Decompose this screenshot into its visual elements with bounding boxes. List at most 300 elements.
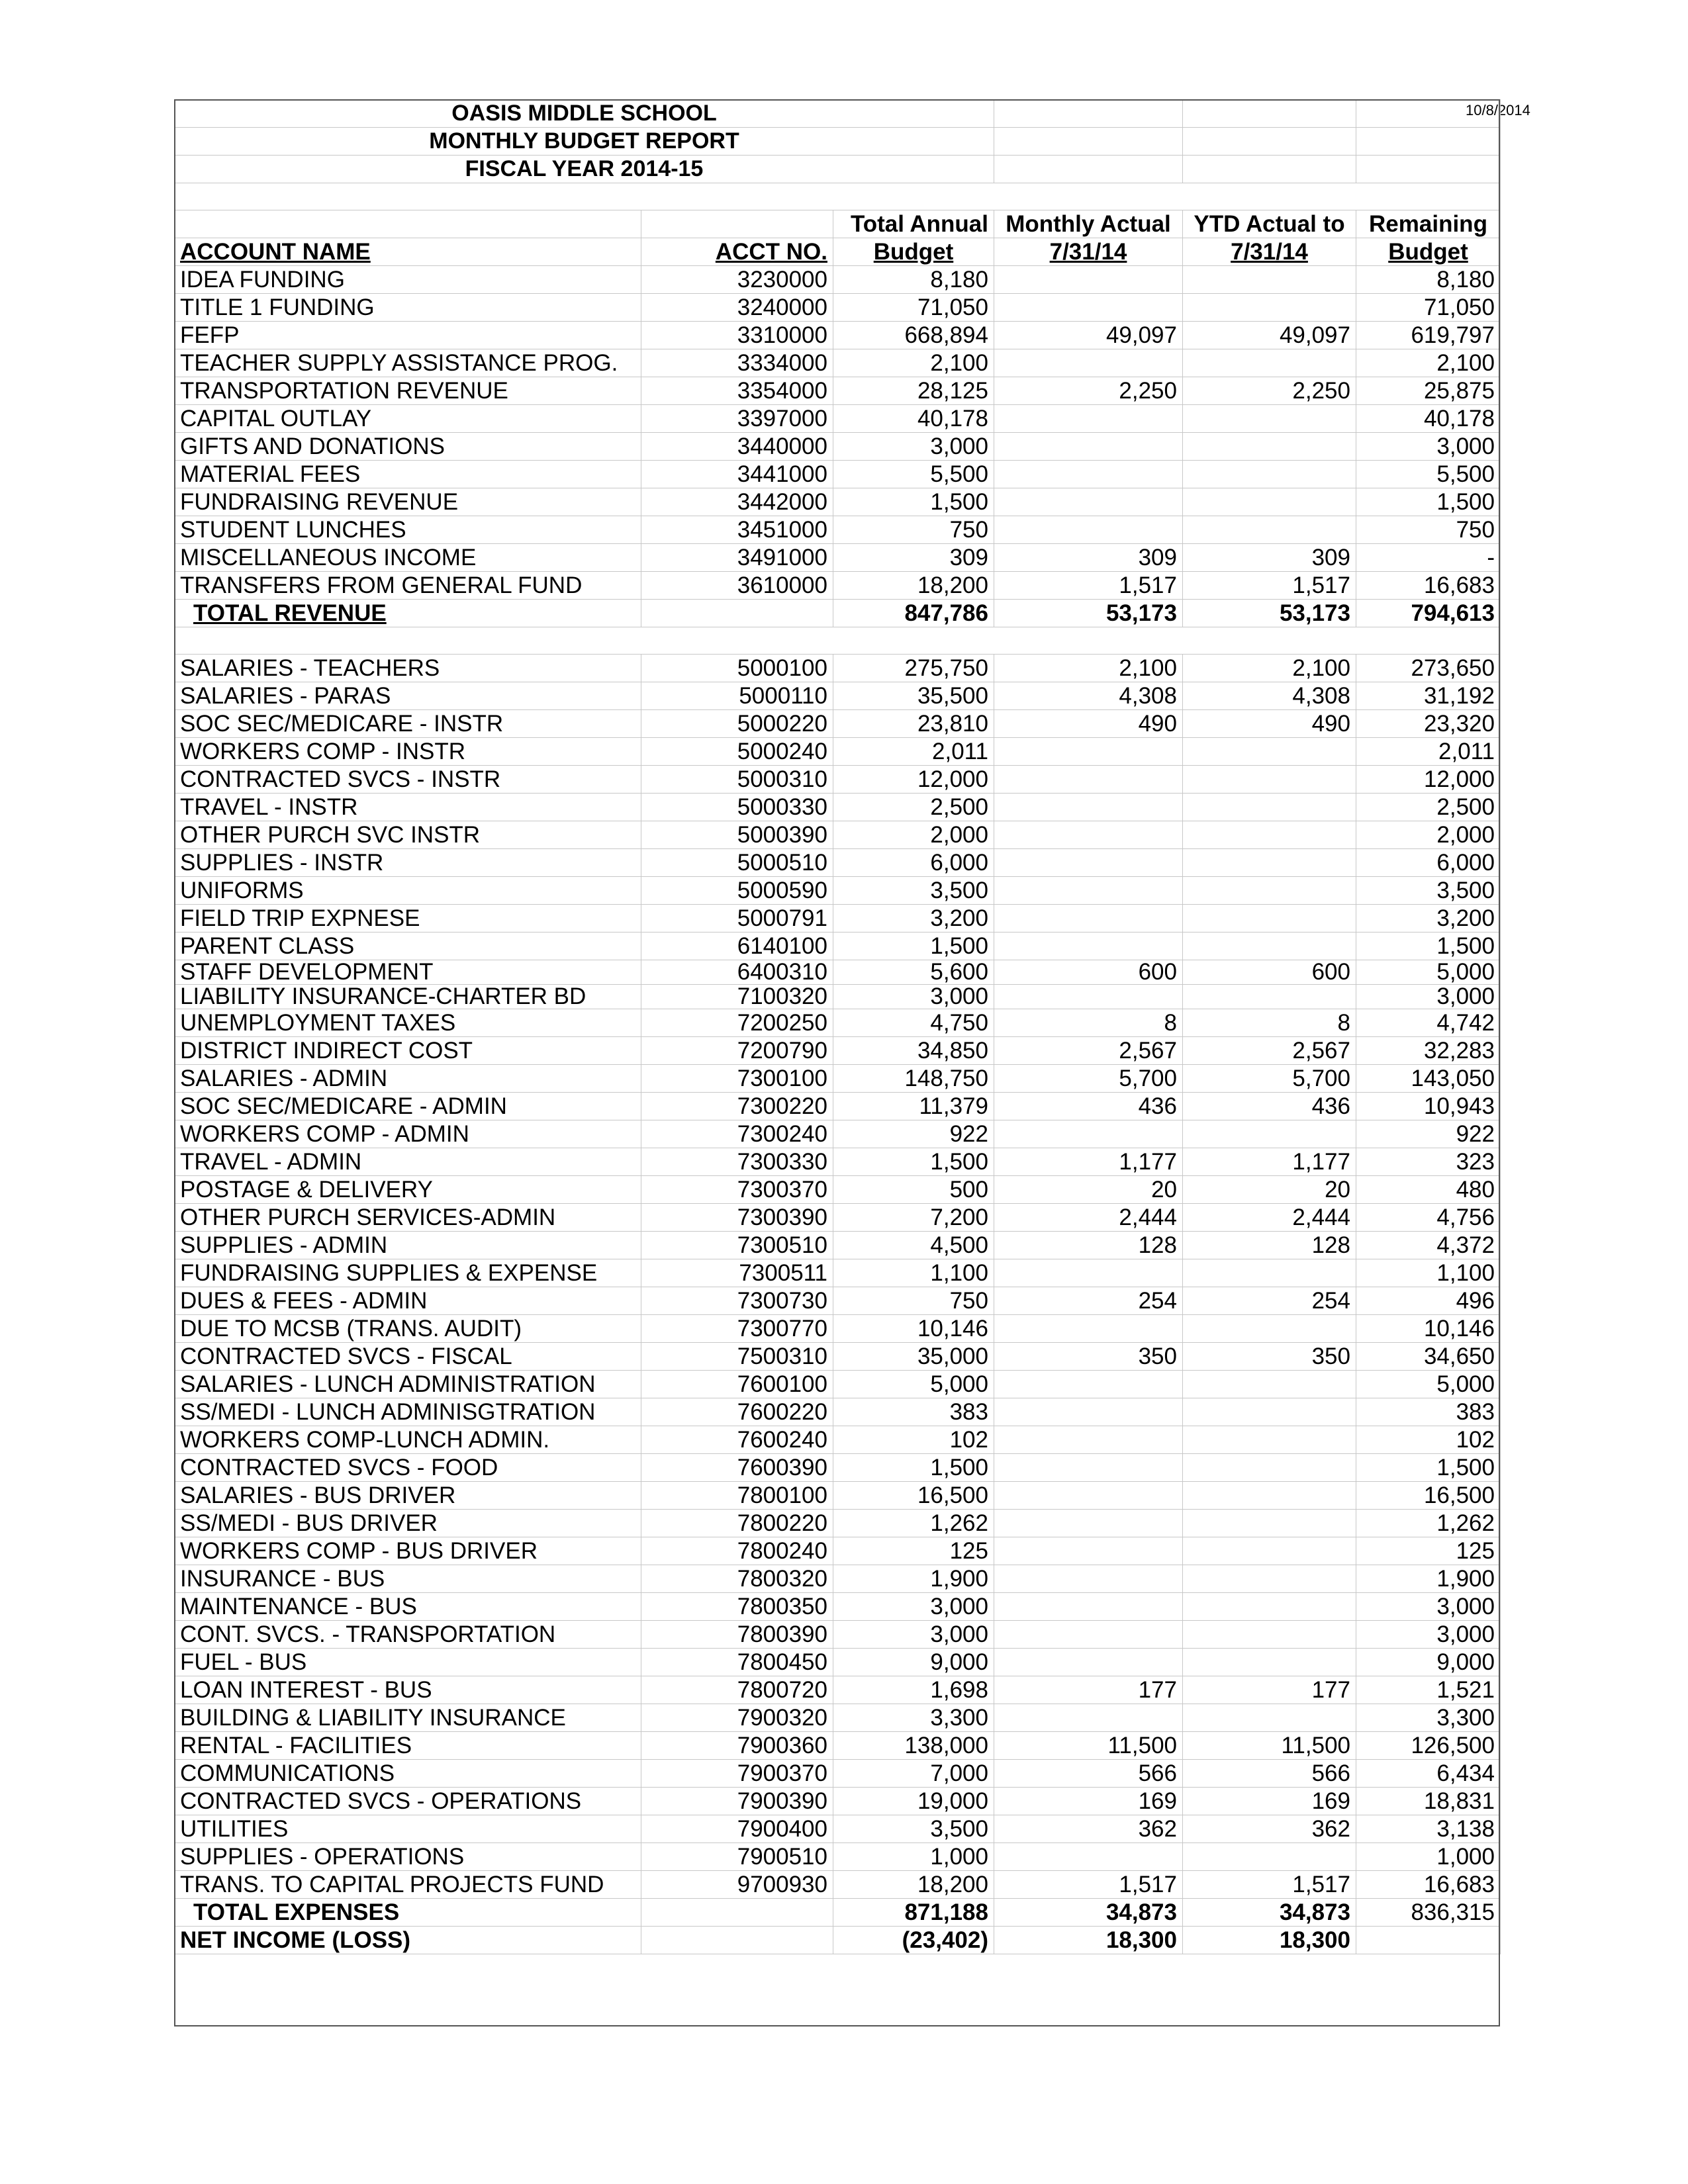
account-name: POSTAGE & DELIVERY bbox=[175, 1176, 641, 1204]
account-name: WORKERS COMP - INSTR bbox=[175, 738, 641, 766]
monthly-actual: 350 bbox=[994, 1343, 1183, 1371]
monthly-actual bbox=[994, 985, 1183, 1009]
remaining-budget: 1,900 bbox=[1356, 1565, 1501, 1593]
account-name: CONTRACTED SVCS - FOOD bbox=[175, 1454, 641, 1482]
ytd-actual bbox=[1183, 1426, 1356, 1454]
acct-no: 7200250 bbox=[641, 1009, 833, 1037]
monthly-actual: 309 bbox=[994, 544, 1183, 572]
account-name: DUES & FEES - ADMIN bbox=[175, 1287, 641, 1315]
expense-row bbox=[175, 738, 1501, 766]
account-name: SALARIES - BUS DRIVER bbox=[175, 1482, 641, 1510]
ytd-actual: 49,097 bbox=[1183, 322, 1356, 349]
remaining-budget: 3,000 bbox=[1356, 1593, 1501, 1621]
total-annual-budget: 6,000 bbox=[833, 849, 994, 877]
expense-row bbox=[175, 1009, 1501, 1037]
remaining-budget: 32,283 bbox=[1356, 1037, 1501, 1065]
account-name: SUPPLIES - INSTR bbox=[175, 849, 641, 877]
account-name: TITLE 1 FUNDING bbox=[175, 294, 641, 322]
total-annual-budget: 40,178 bbox=[833, 405, 994, 433]
remaining-budget: 40,178 bbox=[1356, 405, 1501, 433]
ytd-actual bbox=[1183, 294, 1356, 322]
acct-no: 7800350 bbox=[641, 1593, 833, 1621]
remaining-budget: 71,050 bbox=[1356, 294, 1501, 322]
expense-row bbox=[175, 1343, 1501, 1371]
ytd-actual: 8 bbox=[1183, 1009, 1356, 1037]
acct-no: 3451000 bbox=[641, 516, 833, 544]
school-name: OASIS MIDDLE SCHOOL bbox=[175, 100, 994, 128]
remaining-budget: 2,000 bbox=[1356, 821, 1501, 849]
remaining-budget: 16,683 bbox=[1356, 572, 1501, 600]
monthly-actual: 436 bbox=[994, 1093, 1183, 1120]
ytd-actual bbox=[1183, 1843, 1356, 1871]
total-annual-budget: 9,000 bbox=[833, 1649, 994, 1676]
account-name: TRANSFERS FROM GENERAL FUND bbox=[175, 572, 641, 600]
remaining-budget: 6,434 bbox=[1356, 1760, 1501, 1788]
report-date: 10/8/2014 bbox=[1466, 102, 1530, 118]
remaining-budget: 126,500 bbox=[1356, 1732, 1501, 1760]
expense-row bbox=[175, 1565, 1501, 1593]
acct-no: 3397000 bbox=[641, 405, 833, 433]
account-name: WORKERS COMP - ADMIN bbox=[175, 1120, 641, 1148]
account-name: TRANS. TO CAPITAL PROJECTS FUND bbox=[175, 1871, 641, 1899]
ytd-actual: 4,308 bbox=[1183, 682, 1356, 710]
remaining-budget: 480 bbox=[1356, 1176, 1501, 1204]
monthly-actual: 5,700 bbox=[994, 1065, 1183, 1093]
ytd-actual: 2,444 bbox=[1183, 1204, 1356, 1232]
remaining-budget: 5,000 bbox=[1356, 1371, 1501, 1398]
monthly-actual bbox=[994, 1843, 1183, 1871]
total-annual-budget: 12,000 bbox=[833, 766, 994, 794]
ytd-actual bbox=[1183, 1649, 1356, 1676]
acct-no: 7900510 bbox=[641, 1843, 833, 1871]
remaining-budget: 125 bbox=[1356, 1537, 1501, 1565]
monthly-actual bbox=[994, 1398, 1183, 1426]
remaining-budget: 9,000 bbox=[1356, 1649, 1501, 1676]
total-revenue-row bbox=[175, 600, 1501, 627]
remaining-budget: 5,000 bbox=[1356, 960, 1501, 985]
title-row-3 bbox=[175, 156, 1501, 183]
remaining-budget: 34,650 bbox=[1356, 1343, 1501, 1371]
expense-row bbox=[175, 1593, 1501, 1621]
total-annual-budget: 1,500 bbox=[833, 933, 994, 960]
ytd-actual bbox=[1183, 1537, 1356, 1565]
account-name: SUPPLIES - OPERATIONS bbox=[175, 1843, 641, 1871]
monthly-actual: 20 bbox=[994, 1176, 1183, 1204]
expense-row bbox=[175, 1510, 1501, 1537]
ytd-actual bbox=[1183, 1120, 1356, 1148]
total-annual-budget: 5,500 bbox=[833, 461, 994, 488]
expense-row bbox=[175, 1704, 1501, 1732]
ytd-actual bbox=[1183, 488, 1356, 516]
acct-no: 3354000 bbox=[641, 377, 833, 405]
acct-no: 5000510 bbox=[641, 849, 833, 877]
account-name: SS/MEDI - LUNCH ADMINISGTRATION bbox=[175, 1398, 641, 1426]
monthly-actual: 49,097 bbox=[994, 322, 1183, 349]
account-name: SUPPLIES - ADMIN bbox=[175, 1232, 641, 1259]
monthly-actual: 566 bbox=[994, 1760, 1183, 1788]
account-name: SALARIES - PARAS bbox=[175, 682, 641, 710]
revenue-row bbox=[175, 405, 1501, 433]
monthly-actual: 53,173 bbox=[994, 600, 1183, 627]
monthly-actual bbox=[994, 877, 1183, 905]
monthly-actual: 34,873 bbox=[994, 1899, 1183, 1927]
monthly-actual: 177 bbox=[994, 1676, 1183, 1704]
monthly-actual: 8 bbox=[994, 1009, 1183, 1037]
account-name: FEFP bbox=[175, 322, 641, 349]
acct-no: 7600100 bbox=[641, 1371, 833, 1398]
monthly-actual bbox=[994, 1371, 1183, 1398]
remaining-budget: 12,000 bbox=[1356, 766, 1501, 794]
ytd-actual bbox=[1183, 1259, 1356, 1287]
total-annual-budget: 750 bbox=[833, 1287, 994, 1315]
ytd-actual bbox=[1183, 405, 1356, 433]
expense-row bbox=[175, 1843, 1501, 1871]
acct-no: 7900320 bbox=[641, 1704, 833, 1732]
revenue-row bbox=[175, 461, 1501, 488]
remaining-budget: 10,943 bbox=[1356, 1093, 1501, 1120]
acct-no: 7800450 bbox=[641, 1649, 833, 1676]
ytd-actual: 362 bbox=[1183, 1815, 1356, 1843]
ytd-actual bbox=[1183, 1482, 1356, 1510]
account-name: CONTRACTED SVCS - OPERATIONS bbox=[175, 1788, 641, 1815]
ytd-actual: 490 bbox=[1183, 710, 1356, 738]
monthly-actual bbox=[994, 933, 1183, 960]
remaining-budget: 143,050 bbox=[1356, 1065, 1501, 1093]
ytd-actual bbox=[1183, 766, 1356, 794]
revenue-row bbox=[175, 544, 1501, 572]
expense-row bbox=[175, 1065, 1501, 1093]
account-name: LIABILITY INSURANCE-CHARTER BD bbox=[175, 985, 641, 1009]
expense-row bbox=[175, 1232, 1501, 1259]
monthly-actual bbox=[994, 1565, 1183, 1593]
expense-row bbox=[175, 794, 1501, 821]
ytd-actual: 2,100 bbox=[1183, 655, 1356, 682]
revenue-row bbox=[175, 433, 1501, 461]
total-annual-budget: 309 bbox=[833, 544, 994, 572]
account-name: SALARIES - TEACHERS bbox=[175, 655, 641, 682]
remaining-budget: 31,192 bbox=[1356, 682, 1501, 710]
account-name: MAINTENANCE - BUS bbox=[175, 1593, 641, 1621]
account-name: OTHER PURCH SERVICES-ADMIN bbox=[175, 1204, 641, 1232]
ytd-actual: 1,177 bbox=[1183, 1148, 1356, 1176]
account-name: SOC SEC/MEDICARE - ADMIN bbox=[175, 1093, 641, 1120]
expense-row bbox=[175, 1732, 1501, 1760]
account-name: FUNDRAISING REVENUE bbox=[175, 488, 641, 516]
remaining-budget: 794,613 bbox=[1356, 600, 1501, 627]
account-name: GIFTS AND DONATIONS bbox=[175, 433, 641, 461]
total-annual-budget: 871,188 bbox=[833, 1899, 994, 1927]
ytd-actual bbox=[1183, 433, 1356, 461]
total-annual-budget: 2,500 bbox=[833, 794, 994, 821]
remaining-budget: 1,000 bbox=[1356, 1843, 1501, 1871]
acct-no: 7300100 bbox=[641, 1065, 833, 1093]
expense-row bbox=[175, 1426, 1501, 1454]
monthly-actual: 11,500 bbox=[994, 1732, 1183, 1760]
account-name: TOTAL REVENUE bbox=[175, 600, 641, 627]
account-name: WORKERS COMP-LUNCH ADMIN. bbox=[175, 1426, 641, 1454]
expense-row bbox=[175, 1176, 1501, 1204]
total-annual-budget: 18,200 bbox=[833, 572, 994, 600]
expense-row bbox=[175, 1259, 1501, 1287]
acct-no: 7300220 bbox=[641, 1093, 833, 1120]
total-annual-budget: 4,500 bbox=[833, 1232, 994, 1259]
expense-row bbox=[175, 1454, 1501, 1482]
ytd-actual bbox=[1183, 1593, 1356, 1621]
total-annual-budget: 7,000 bbox=[833, 1760, 994, 1788]
acct-no: 5000330 bbox=[641, 794, 833, 821]
account-name: WORKERS COMP - BUS DRIVER bbox=[175, 1537, 641, 1565]
account-name: DISTRICT INDIRECT COST bbox=[175, 1037, 641, 1065]
total-annual-budget: 1,100 bbox=[833, 1259, 994, 1287]
title-row-2 bbox=[175, 128, 1501, 156]
remaining-budget: 4,372 bbox=[1356, 1232, 1501, 1259]
monthly-actual: 254 bbox=[994, 1287, 1183, 1315]
monthly-actual bbox=[994, 1120, 1183, 1148]
monthly-actual bbox=[994, 405, 1183, 433]
remaining-budget: 3,138 bbox=[1356, 1815, 1501, 1843]
total-annual-budget: 3,200 bbox=[833, 905, 994, 933]
expense-row bbox=[175, 1871, 1501, 1899]
total-annual-budget: 3,300 bbox=[833, 1704, 994, 1732]
acct-no: 6400310 bbox=[641, 960, 833, 985]
monthly-actual: 128 bbox=[994, 1232, 1183, 1259]
revenue-row bbox=[175, 266, 1501, 294]
acct-no: 7600220 bbox=[641, 1398, 833, 1426]
ytd-actual: 128 bbox=[1183, 1232, 1356, 1259]
total-annual-budget: 10,146 bbox=[833, 1315, 994, 1343]
ytd-actual bbox=[1183, 1371, 1356, 1398]
remaining-budget: 3,000 bbox=[1356, 985, 1501, 1009]
account-name: NET INCOME (LOSS) bbox=[175, 1927, 641, 1954]
total-annual-budget: 3,500 bbox=[833, 877, 994, 905]
monthly-actual bbox=[994, 1704, 1183, 1732]
acct-no: 3440000 bbox=[641, 433, 833, 461]
acct-no: 3230000 bbox=[641, 266, 833, 294]
acct-no: 3240000 bbox=[641, 294, 833, 322]
acct-no: 3310000 bbox=[641, 322, 833, 349]
monthly-actual: 362 bbox=[994, 1815, 1183, 1843]
revenue-row bbox=[175, 516, 1501, 544]
ytd-actual bbox=[1183, 1565, 1356, 1593]
acct-no: 5000240 bbox=[641, 738, 833, 766]
monthly-actual: 2,444 bbox=[994, 1204, 1183, 1232]
account-name: UNIFORMS bbox=[175, 877, 641, 905]
remaining-budget: 3,000 bbox=[1356, 433, 1501, 461]
total-annual-budget: 3,000 bbox=[833, 1593, 994, 1621]
expense-row bbox=[175, 905, 1501, 933]
total-annual-budget: 35,500 bbox=[833, 682, 994, 710]
account-name: SALARIES - LUNCH ADMINISTRATION bbox=[175, 1371, 641, 1398]
ytd-actual: 34,873 bbox=[1183, 1899, 1356, 1927]
account-name: OTHER PURCH SVC INSTR bbox=[175, 821, 641, 849]
expense-row bbox=[175, 1537, 1501, 1565]
expense-row bbox=[175, 1815, 1501, 1843]
total-annual-budget: 3,000 bbox=[833, 1621, 994, 1649]
acct-no: 7200790 bbox=[641, 1037, 833, 1065]
total-annual-budget: 148,750 bbox=[833, 1065, 994, 1093]
total-annual-budget: 275,750 bbox=[833, 655, 994, 682]
revenue-row bbox=[175, 294, 1501, 322]
ytd-actual bbox=[1183, 1398, 1356, 1426]
acct-no: 7800320 bbox=[641, 1565, 833, 1593]
account-name: FIELD TRIP EXPNESE bbox=[175, 905, 641, 933]
acct-no: 7900370 bbox=[641, 1760, 833, 1788]
account-name: LOAN INTEREST - BUS bbox=[175, 1676, 641, 1704]
total-annual-budget: 4,750 bbox=[833, 1009, 994, 1037]
expense-row bbox=[175, 1676, 1501, 1704]
remaining-budget: 1,500 bbox=[1356, 933, 1501, 960]
header-budget: Budget bbox=[833, 238, 994, 266]
ytd-actual: 600 bbox=[1183, 960, 1356, 985]
total-annual-budget: 7,200 bbox=[833, 1204, 994, 1232]
acct-no: 3491000 bbox=[641, 544, 833, 572]
ytd-actual bbox=[1183, 985, 1356, 1009]
ytd-actual bbox=[1183, 821, 1356, 849]
expense-row bbox=[175, 1037, 1501, 1065]
expense-row bbox=[175, 1649, 1501, 1676]
acct-no: 5000791 bbox=[641, 905, 833, 933]
acct-no: 5000110 bbox=[641, 682, 833, 710]
acct-no: 7800720 bbox=[641, 1676, 833, 1704]
ytd-actual: 566 bbox=[1183, 1760, 1356, 1788]
monthly-actual bbox=[994, 294, 1183, 322]
total-annual-budget: 2,011 bbox=[833, 738, 994, 766]
acct-no: 7100320 bbox=[641, 985, 833, 1009]
remaining-budget: 102 bbox=[1356, 1426, 1501, 1454]
remaining-budget: 4,756 bbox=[1356, 1204, 1501, 1232]
total-annual-budget: 28,125 bbox=[833, 377, 994, 405]
header-total-annual: Total Annual bbox=[833, 210, 994, 238]
monthly-actual: 4,308 bbox=[994, 682, 1183, 710]
account-name: SS/MEDI - BUS DRIVER bbox=[175, 1510, 641, 1537]
expense-row bbox=[175, 1120, 1501, 1148]
expense-row bbox=[175, 877, 1501, 905]
monthly-actual bbox=[994, 794, 1183, 821]
total-annual-budget: 383 bbox=[833, 1398, 994, 1426]
monthly-actual: 18,300 bbox=[994, 1927, 1183, 1954]
acct-no: 7300390 bbox=[641, 1204, 833, 1232]
net-income-row bbox=[175, 1927, 1501, 1954]
acct-no: 7900360 bbox=[641, 1732, 833, 1760]
acct-no: 7300510 bbox=[641, 1232, 833, 1259]
monthly-actual: 2,100 bbox=[994, 655, 1183, 682]
revenue-row bbox=[175, 377, 1501, 405]
header-monthly-date: 7/31/14 bbox=[994, 238, 1183, 266]
total-annual-budget: 5,600 bbox=[833, 960, 994, 985]
monthly-actual bbox=[994, 1621, 1183, 1649]
total-annual-budget: 2,100 bbox=[833, 349, 994, 377]
monthly-actual bbox=[994, 433, 1183, 461]
acct-no: 9700930 bbox=[641, 1871, 833, 1899]
remaining-budget: 3,500 bbox=[1356, 877, 1501, 905]
monthly-actual bbox=[994, 905, 1183, 933]
acct-no: 7300240 bbox=[641, 1120, 833, 1148]
monthly-actual bbox=[994, 1454, 1183, 1482]
account-name: CONTRACTED SVCS - FISCAL bbox=[175, 1343, 641, 1371]
remaining-budget: - bbox=[1356, 544, 1501, 572]
monthly-actual: 1,177 bbox=[994, 1148, 1183, 1176]
total-annual-budget: 34,850 bbox=[833, 1037, 994, 1065]
account-name: RENTAL - FACILITIES bbox=[175, 1732, 641, 1760]
account-name: SOC SEC/MEDICARE - INSTR bbox=[175, 710, 641, 738]
remaining-budget: 10,146 bbox=[1356, 1315, 1501, 1343]
header-row-top bbox=[175, 210, 1501, 238]
remaining-budget: 750 bbox=[1356, 516, 1501, 544]
monthly-actual bbox=[994, 516, 1183, 544]
expense-row bbox=[175, 1788, 1501, 1815]
monthly-actual bbox=[994, 1315, 1183, 1343]
acct-no: 5000310 bbox=[641, 766, 833, 794]
monthly-actual bbox=[994, 738, 1183, 766]
remaining-budget: 1,500 bbox=[1356, 1454, 1501, 1482]
monthly-actual bbox=[994, 1537, 1183, 1565]
revenue-row bbox=[175, 349, 1501, 377]
monthly-actual bbox=[994, 1649, 1183, 1676]
ytd-actual: 309 bbox=[1183, 544, 1356, 572]
total-annual-budget: 102 bbox=[833, 1426, 994, 1454]
revenue-row bbox=[175, 322, 1501, 349]
account-name: CONT. SVCS. - TRANSPORTATION bbox=[175, 1621, 641, 1649]
acct-no: 3441000 bbox=[641, 461, 833, 488]
ytd-actual bbox=[1183, 349, 1356, 377]
monthly-actual bbox=[994, 821, 1183, 849]
monthly-actual bbox=[994, 488, 1183, 516]
account-name: BUILDING & LIABILITY INSURANCE bbox=[175, 1704, 641, 1732]
total-annual-budget: 750 bbox=[833, 516, 994, 544]
total-annual-budget: 8,180 bbox=[833, 266, 994, 294]
ytd-actual bbox=[1183, 1510, 1356, 1537]
acct-no: 7800390 bbox=[641, 1621, 833, 1649]
monthly-actual bbox=[994, 1426, 1183, 1454]
acct-no: 7800240 bbox=[641, 1537, 833, 1565]
ytd-actual bbox=[1183, 461, 1356, 488]
expense-row bbox=[175, 1148, 1501, 1176]
remaining-budget: 3,000 bbox=[1356, 1621, 1501, 1649]
remaining-budget: 1,262 bbox=[1356, 1510, 1501, 1537]
account-name: INSURANCE - BUS bbox=[175, 1565, 641, 1593]
ytd-actual: 2,567 bbox=[1183, 1037, 1356, 1065]
account-name: TRAVEL - INSTR bbox=[175, 794, 641, 821]
account-name: TRANSPORTATION REVENUE bbox=[175, 377, 641, 405]
ytd-actual bbox=[1183, 1315, 1356, 1343]
account-name: CONTRACTED SVCS - INSTR bbox=[175, 766, 641, 794]
total-annual-budget: 18,200 bbox=[833, 1871, 994, 1899]
remaining-budget bbox=[1356, 1927, 1501, 1954]
acct-no: 7900400 bbox=[641, 1815, 833, 1843]
ytd-actual bbox=[1183, 849, 1356, 877]
expense-row bbox=[175, 766, 1501, 794]
total-annual-budget: 23,810 bbox=[833, 710, 994, 738]
remaining-budget: 836,315 bbox=[1356, 1899, 1501, 1927]
monthly-actual bbox=[994, 266, 1183, 294]
remaining-budget: 383 bbox=[1356, 1398, 1501, 1426]
total-annual-budget: 5,000 bbox=[833, 1371, 994, 1398]
total-annual-budget: 16,500 bbox=[833, 1482, 994, 1510]
ytd-actual bbox=[1183, 266, 1356, 294]
header-ytd-actual: YTD Actual to bbox=[1183, 210, 1356, 238]
account-name: FUEL - BUS bbox=[175, 1649, 641, 1676]
account-name: UNEMPLOYMENT TAXES bbox=[175, 1009, 641, 1037]
remaining-budget: 496 bbox=[1356, 1287, 1501, 1315]
account-name: FUNDRAISING SUPPLIES & EXPENSE bbox=[175, 1259, 641, 1287]
remaining-budget: 2,011 bbox=[1356, 738, 1501, 766]
acct-no: 3442000 bbox=[641, 488, 833, 516]
expense-row bbox=[175, 849, 1501, 877]
expense-row bbox=[175, 1398, 1501, 1426]
expense-row bbox=[175, 821, 1501, 849]
monthly-actual: 169 bbox=[994, 1788, 1183, 1815]
expense-row bbox=[175, 1621, 1501, 1649]
